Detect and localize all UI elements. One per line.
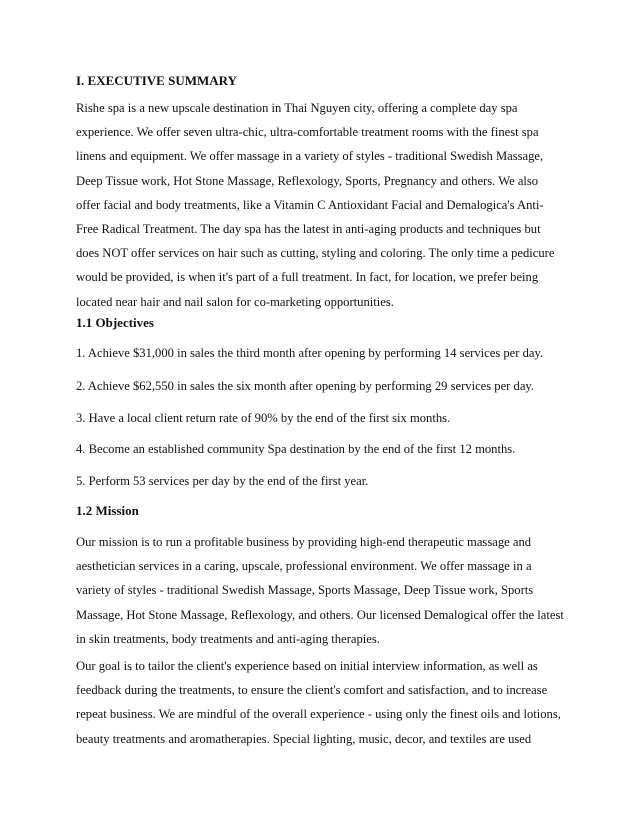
mission-line: beauty treatments and aromatherapies. Special lighting, music, decor, and textiles are used: [76, 731, 532, 746]
section-title: I. EXECUTIVE SUMMARY: [76, 73, 237, 88]
objectives-title: 1.1 Objectives: [76, 315, 154, 330]
mission-line: feedback during the treatments, to ensure the client's comfort and satisfaction, and to increase: [76, 683, 548, 698]
summary-line: Deep Tissue work, Hot Stone Massage, Reflexology, Sports, Pregnancy and others. We also: [76, 173, 539, 188]
summary-line: experience. We offer seven ultra-chic, ultra-comfortable treatment rooms with the finest spa: [76, 125, 539, 140]
summary-line: offer facial and body treatments, like a Vitamin C Antioxidant Facial and Demalogica's Anti-: [76, 197, 544, 212]
objective-item: 5. Perform 53 services per day by the end of the first year.: [76, 474, 369, 488]
mission-line: Our mission is to run a profitable business by providing high-end therapeutic massage and: [76, 535, 532, 549]
mission-title: 1.2 Mission: [76, 503, 139, 518]
summary-paragraph: [76, 96, 566, 314]
objective-item: 2. Achieve $62,550 in sales the six month after opening by performing 29 services per day.: [76, 379, 535, 393]
mission-line: in skin treatments, body treatments and anti-aging therapies.: [76, 631, 380, 646]
mission-line: Massage, Hot Stone Massage, Reflexology, and others. Our licensed Demalogical offer the latest: [76, 607, 564, 622]
summary-line: would be provided, is when it's part of a full treatment. In fact, for location, we prefer being: [76, 270, 539, 285]
summary-line: Free Radical Treatment. The day spa has the latest in anti-aging products and techniques but: [76, 222, 541, 237]
objective-item: 1. Achieve $31,000 in sales the third month after opening by performing 14 services per day.: [76, 346, 544, 360]
summary-line: does NOT offer services on hair such as cutting, styling and coloring. The only time a pedicure: [76, 246, 555, 261]
mission-paragraph-1: [76, 530, 566, 651]
summary-line: located near hair and nail salon for co-marketing opportunities.: [76, 294, 394, 309]
summary-line: linens and equipment. We offer massage in a variety of styles - traditional Swedish Massage,: [76, 149, 544, 164]
mission-line: variety of styles - traditional Swedish Massage, Sports Massage, Deep Tissue work, Sports: [76, 583, 534, 598]
mission-line: aesthetician services in a caring, upscale, professional environment. We offer massage in a: [76, 559, 532, 574]
objective-item: 3. Have a local client return rate of 90% by the end of the first six months.: [76, 411, 451, 425]
mission-line: Our goal is to tailor the client's experience based on initial interview information, as well as: [76, 659, 538, 673]
objective-item: 4. Become an established community Spa destination by the end of the first 12 months.: [76, 442, 516, 456]
mission-line: repeat business. We are mindful of the overall experience - using only the finest oils and lotions,: [76, 707, 561, 722]
mission-paragraph-2: [76, 654, 566, 751]
summary-line: Rishe spa is a new upscale destination in Thai Nguyen city, offering a complete day spa: [76, 101, 518, 115]
